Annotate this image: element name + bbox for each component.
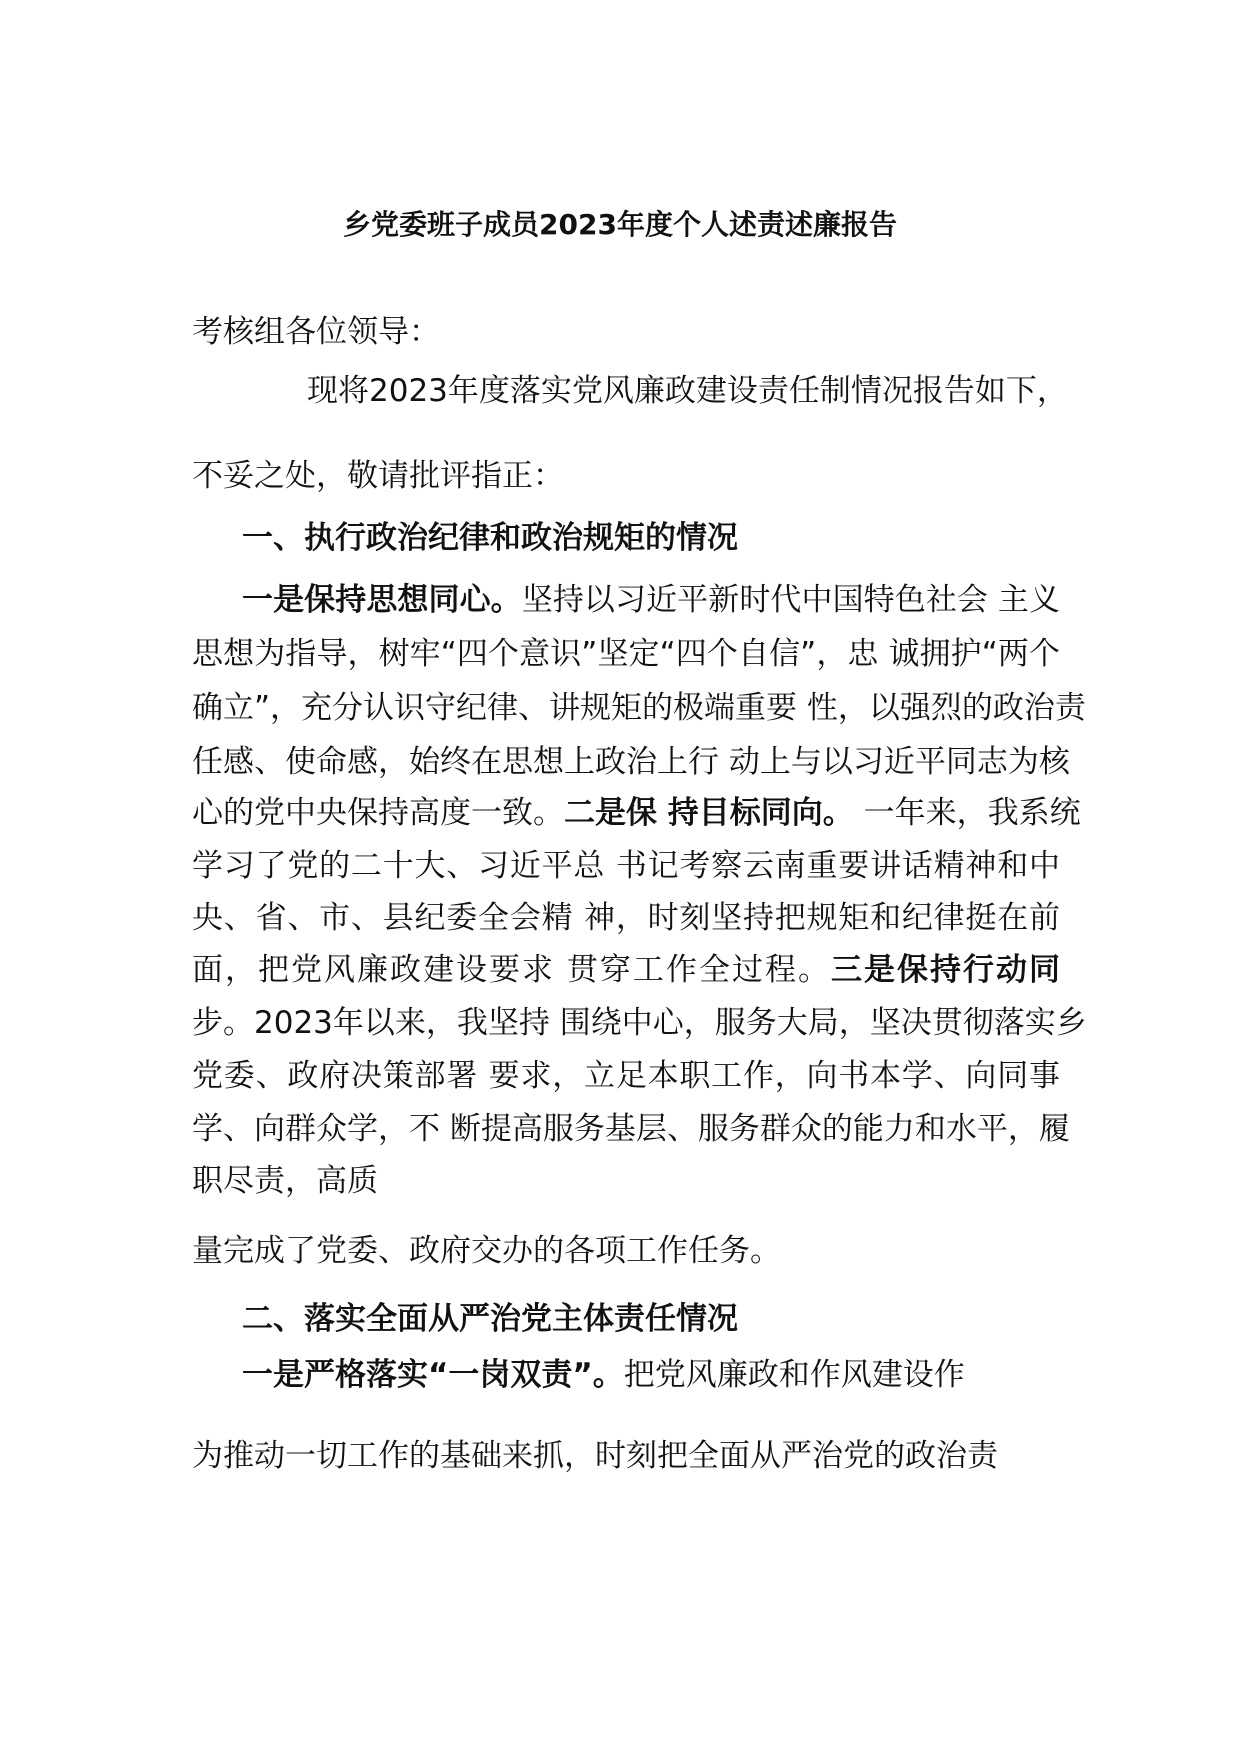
paragraph-line	[192, 1161, 1060, 1201]
body-text: 职尽责，高质	[192, 1163, 378, 1199]
body-text: 不妥之处，敬请批评指正：	[192, 458, 564, 494]
paragraph-line	[192, 898, 1060, 938]
paragraph-line	[192, 1056, 1060, 1096]
bold-text: 二是保 持目标同向。	[564, 795, 854, 831]
paragraph-line	[242, 1355, 1060, 1395]
paragraph-line	[192, 1109, 1070, 1149]
body-text: 任感、使命感，始终在思想上政治上行 动上与以习近平同志为核	[192, 744, 1070, 780]
body-text: 央、省、市、县纪委全会精 神，时刻坚持把规矩和纪律挺在前	[192, 900, 1060, 936]
body-text: 坚持以习近平新时代中国特色社会 主义	[521, 582, 1061, 618]
body-text: 心的党中央保持高度一致。	[192, 795, 564, 831]
body-text: 为推动一切工作的基础来抓，时刻把全面从严治党的政治责	[192, 1438, 998, 1474]
body-text: 步。2023年以来，我坚持 围绕中心，服务大局，坚决贯彻落实乡	[192, 1005, 1087, 1041]
body-text: 思想为指导，树牢“四个意识”坚定“四个自信”，忠 诚拥护“两个	[192, 636, 1060, 672]
body-text: 一年来，我系统	[853, 795, 1081, 831]
paragraph-line	[192, 1003, 1087, 1043]
bold-text: 三是保持行动同	[830, 952, 1061, 988]
bold-text: 一、执行政治纪律和政治规矩的情况	[242, 520, 738, 556]
body-text: 确立”，充分认识守纪律、讲规矩的极端重要 性，以强烈的政治责	[192, 690, 1086, 726]
paragraph-line	[192, 950, 1060, 990]
paragraph-line	[192, 688, 1086, 728]
section-heading	[242, 1299, 1060, 1339]
document-title: 乡党委班子成员2023年度个人述责述廉报告	[343, 208, 897, 241]
paragraph-line	[192, 742, 1070, 782]
body-text: 量完成了党委、政府交办的各项工作任务。	[192, 1233, 781, 1269]
paragraph-line	[192, 846, 1060, 886]
paragraph-line	[192, 634, 1060, 674]
paragraph-line	[307, 371, 1068, 411]
body-text: 现将2023年度落实党风廉政建设责任制情况报告如下，	[307, 373, 1068, 409]
body-text: 党委、政府决策部署 要求，立足本职工作，向书本学、向同事	[192, 1058, 1060, 1094]
section-heading	[242, 518, 1060, 558]
paragraph-line	[192, 312, 1060, 352]
paragraph-line	[192, 793, 1081, 833]
bold-text: 二、落实全面从严治党主体责任情况	[242, 1301, 738, 1337]
body-text: 学习了党的二十大、习近平总 书记考察云南重要讲话精神和中	[192, 848, 1060, 884]
body-text: 把党风廉政和作风建设作	[623, 1357, 965, 1393]
bold-text: 一是保持思想同心。	[242, 582, 522, 618]
bold-text: 一是严格落实“一岗双责”。	[242, 1357, 624, 1393]
paragraph-line	[242, 580, 1060, 620]
body-text: 学、向群众学，不 断提高服务基层、服务群众的能力和水平，履	[192, 1111, 1070, 1147]
paragraph-line	[192, 1231, 1060, 1271]
body-text: 面，把党风廉政建设要求 贯穿工作全过程。	[192, 952, 831, 988]
paragraph-line	[192, 456, 1060, 496]
paragraph-line	[192, 1436, 1060, 1476]
body-text: 考核组各位领导：	[192, 314, 440, 350]
